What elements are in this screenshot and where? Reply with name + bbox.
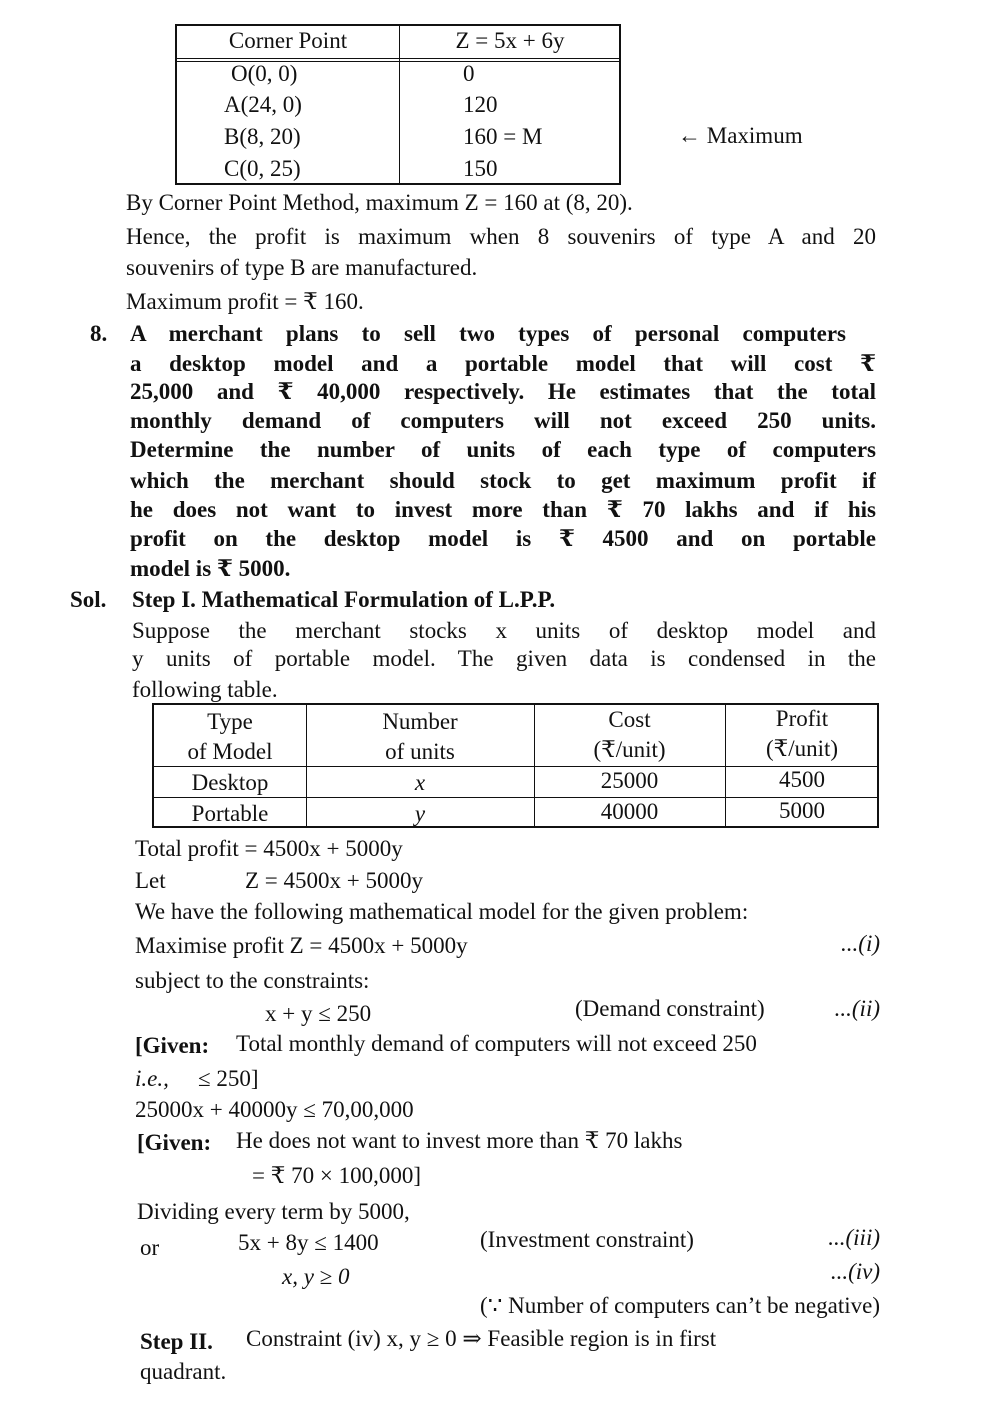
let-label: Let [135,868,166,893]
text-line: Total monthly demand of computers will not exceed 250 [236,1031,757,1056]
table-cell: Portable [191,801,269,826]
table-cell: 160 = M [463,124,543,149]
table-cell: 40000 [600,799,659,824]
corner-point-table [175,24,621,185]
table-cell: y [414,801,426,826]
table-header: of Model [187,739,273,764]
question-number: 8. [90,321,108,346]
text-line: y units of portable model. The given data is condensed in the [132,646,876,671]
text-line: subject to the constraints: [135,968,370,993]
table-cell: 5000 [779,798,825,823]
or-label: or [140,1235,160,1260]
text-line: By Corner Point Method, maximum Z = 160 at (8, 20). [126,190,633,215]
text-line: Hence, the profit is maximum when 8 souvenirs of type A and 20 [126,224,876,249]
question-line: a desktop model and a portable model that will cost ₹ [130,351,876,376]
constraint: x, y ≥ 0 [282,1264,350,1289]
maximum-note: ← Maximum [678,123,803,148]
table-header: Cost [608,707,651,732]
step1-title: Step I. Mathematical Formulation of L.P.P. [132,587,556,612]
total-profit: Total profit = 4500x + 5000y [135,836,403,861]
text-line: Dividing every term by 5000, [137,1199,410,1224]
table-cell: 0 [463,61,475,86]
text-line: quadrant. [140,1359,227,1384]
table-header: of units [385,739,455,764]
question-line: Determine the number of units of each type of computers [130,437,876,462]
question-line: A merchant plans to sell two types of personal computers [130,321,846,346]
constraint: 25000x + 40000y ≤ 70,00,000 [135,1097,414,1122]
table-cell: 150 [463,156,498,181]
text-line: ≤ 250] [198,1066,259,1091]
constraint-note: (∵ Number of computers can’t be negative) [480,1293,880,1318]
table-cell: Desktop [191,770,269,795]
question-line: which the merchant should stock to get maximum profit if [130,468,876,493]
text-line: Constraint (iv) x, y ≥ 0 ⇒ Feasible region is in first [246,1326,717,1351]
table-header: Type [207,709,253,734]
table-header: Number [382,709,458,734]
table-cell: 120 [463,92,498,117]
text-line: Suppose the merchant stocks x units of desktop model and [132,618,876,643]
table-cell: 25000 [600,768,659,793]
given-label: [Given: [137,1130,212,1155]
equation-tag: ...(iii) [828,1225,880,1250]
table-header: (₹/unit) [593,737,666,762]
table-cell: 4500 [779,767,825,792]
table-header: Profit [775,706,829,731]
step2-title: Step II. [140,1329,213,1354]
text-line: Maximum profit = ₹ 160. [126,289,364,314]
text-line: following table. [132,677,278,702]
text-line: He does not want to invest more than ₹ 70 lakhs [236,1128,683,1153]
table-cell: B(8, 20) [224,124,301,149]
table-header: Corner Point [228,28,348,53]
let-equation: Z = 4500x + 5000y [245,868,423,893]
question-line: profit on the desktop model is ₹ 4500 and on portable [130,526,876,551]
question-line: he does not want to invest more than ₹ 70 lakhs and if his [130,497,876,522]
question-line: monthly demand of computers will not exceed 250 units. [130,408,876,433]
equation-tag: ...(i) [841,931,880,956]
table-cell: A(24, 0) [224,92,302,117]
objective: Maximise profit Z = 4500x + 5000y [135,933,468,958]
data-table [152,703,879,828]
text-line: = ₹ 70 × 100,000] [252,1163,421,1188]
table-cell: x [414,770,426,795]
table-header: Z = 5x + 6y [455,28,565,53]
text-line: i.e., [135,1066,169,1091]
constraint: 5x + 8y ≤ 1400 [238,1230,379,1255]
equation-tag: ...(iv) [830,1259,880,1284]
given-label: [Given: [135,1033,210,1058]
constraint-note: (Demand constraint) [575,996,765,1021]
text-line: We have the following mathematical model for the given problem: [135,899,749,924]
table-cell: C(0, 25) [224,156,301,181]
constraint: x + y ≤ 250 [265,1001,372,1026]
sol-label: Sol. [70,587,107,612]
table-cell: O(0, 0) [231,61,298,86]
question-line: 25,000 and ₹ 40,000 respectively. He estimates that the total [130,379,876,404]
text-line: souvenirs of type B are manufactured. [126,255,478,280]
table-header: (₹/unit) [765,736,839,761]
equation-tag: ...(ii) [834,996,880,1021]
constraint-note: (Investment constraint) [480,1227,694,1252]
question-line: model is ₹ 5000. [130,556,291,581]
